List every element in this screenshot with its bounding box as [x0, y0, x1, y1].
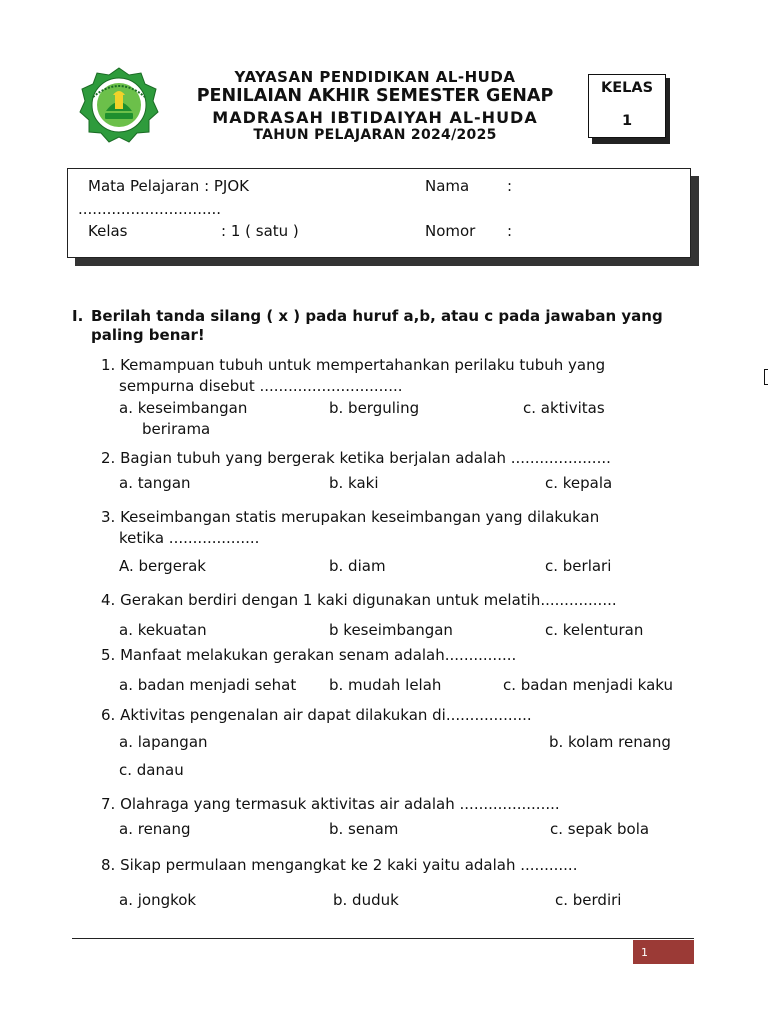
name-dots: .............................. — [78, 200, 222, 218]
option-8c: c. berdiri — [555, 891, 622, 909]
option-6a: a. lapangan — [119, 733, 208, 751]
question-7: 7. Olahraga yang termasuk aktivitas air adalah ..................... — [101, 795, 560, 813]
option-1a: a. keseimbangan — [119, 399, 248, 417]
option-1c: c. aktivitas — [523, 399, 605, 417]
option-1c-cont: berirama — [142, 420, 211, 438]
academic-year: TAHUN PELAJARAN 2024/2025 — [253, 127, 497, 143]
name-label: Nama — [425, 177, 470, 195]
school-logo — [79, 67, 159, 143]
option-2c: c. kepala — [545, 474, 613, 492]
option-3c: c. berlari — [545, 557, 612, 575]
kelas-label: KELAS — [600, 80, 654, 96]
option-3b: b. diam — [329, 557, 386, 575]
question-3: 3. Keseimbangan statis merupakan keseimbangan yang dilakukan — [101, 508, 600, 526]
instruction-text: Berilah tanda silang ( x ) pada huruf a,b, atau c pada jawaban yang paling benar! — [91, 307, 663, 344]
exam-title: PENILAIAN AKHIR SEMESTER GENAP — [196, 86, 554, 106]
class-label: Kelas — [88, 222, 128, 240]
question-4: 4. Gerakan berdiri dengan 1 kaki digunakan untuk melatih................ — [101, 591, 617, 609]
number-colon: : — [507, 222, 513, 240]
option-8b: b. duduk — [333, 891, 399, 909]
question-5: 5. Manfaat melakukan gerakan senam adalah............... — [101, 646, 517, 664]
kelas-value: 1 — [621, 113, 633, 129]
option-2b: b. kaki — [329, 474, 379, 492]
madrasah-seal-icon — [79, 67, 159, 143]
option-3a: A. bergerak — [119, 557, 206, 575]
foundation-name: YAYASAN PENDIDIKAN AL-HUDA — [234, 68, 516, 86]
page-number-badge: 1 — [633, 940, 694, 964]
option-6b: b. kolam renang — [549, 733, 671, 751]
number-label: Nomor — [425, 222, 476, 240]
question-3-cont: ketika ................... — [119, 529, 260, 547]
question-6: 6. Aktivitas pengenalan air dapat dilakukan di.................. — [101, 706, 532, 724]
option-5b: b. mudah lelah — [329, 676, 442, 694]
option-4c: c. kelenturan — [545, 621, 644, 639]
question-1: 1. Kemampuan tubuh untuk mempertahankan perilaku tubuh yang — [101, 356, 606, 374]
option-8a: a. jongkok — [119, 891, 197, 909]
option-4b: b keseimbangan — [329, 621, 453, 639]
class-value: : 1 ( satu ) — [221, 222, 299, 240]
option-7a: a. renang — [119, 820, 191, 838]
option-5c: c. badan menjadi kaku — [503, 676, 673, 694]
kelas-box — [588, 74, 666, 138]
option-4a: a. kekuatan — [119, 621, 207, 639]
question-2: 2. Bagian tubuh yang bergerak ketika berjalan adalah ..................... — [101, 449, 611, 467]
option-2a: a. tangan — [119, 474, 191, 492]
footer-divider — [72, 938, 694, 939]
question-8: 8. Sikap permulaan mengangkat ke 2 kaki yaitu adalah ............ — [101, 856, 578, 874]
option-6c: c. danau — [119, 761, 184, 779]
option-7c: c. sepak bola — [550, 820, 650, 838]
option-7b: b. senam — [329, 820, 399, 838]
section-number: I. — [72, 307, 84, 325]
option-1b: b. berguling — [329, 399, 420, 417]
subject-label: Mata Pelajaran : PJOK — [88, 177, 250, 195]
name-colon: : — [507, 177, 513, 195]
margin-bracket-mark — [764, 369, 768, 385]
school-name: MADRASAH IBTIDAIYAH AL-HUDA — [212, 108, 538, 127]
option-5a: a. badan menjadi sehat — [119, 676, 297, 694]
question-1-cont: sempurna disebut .............................. — [119, 377, 403, 395]
